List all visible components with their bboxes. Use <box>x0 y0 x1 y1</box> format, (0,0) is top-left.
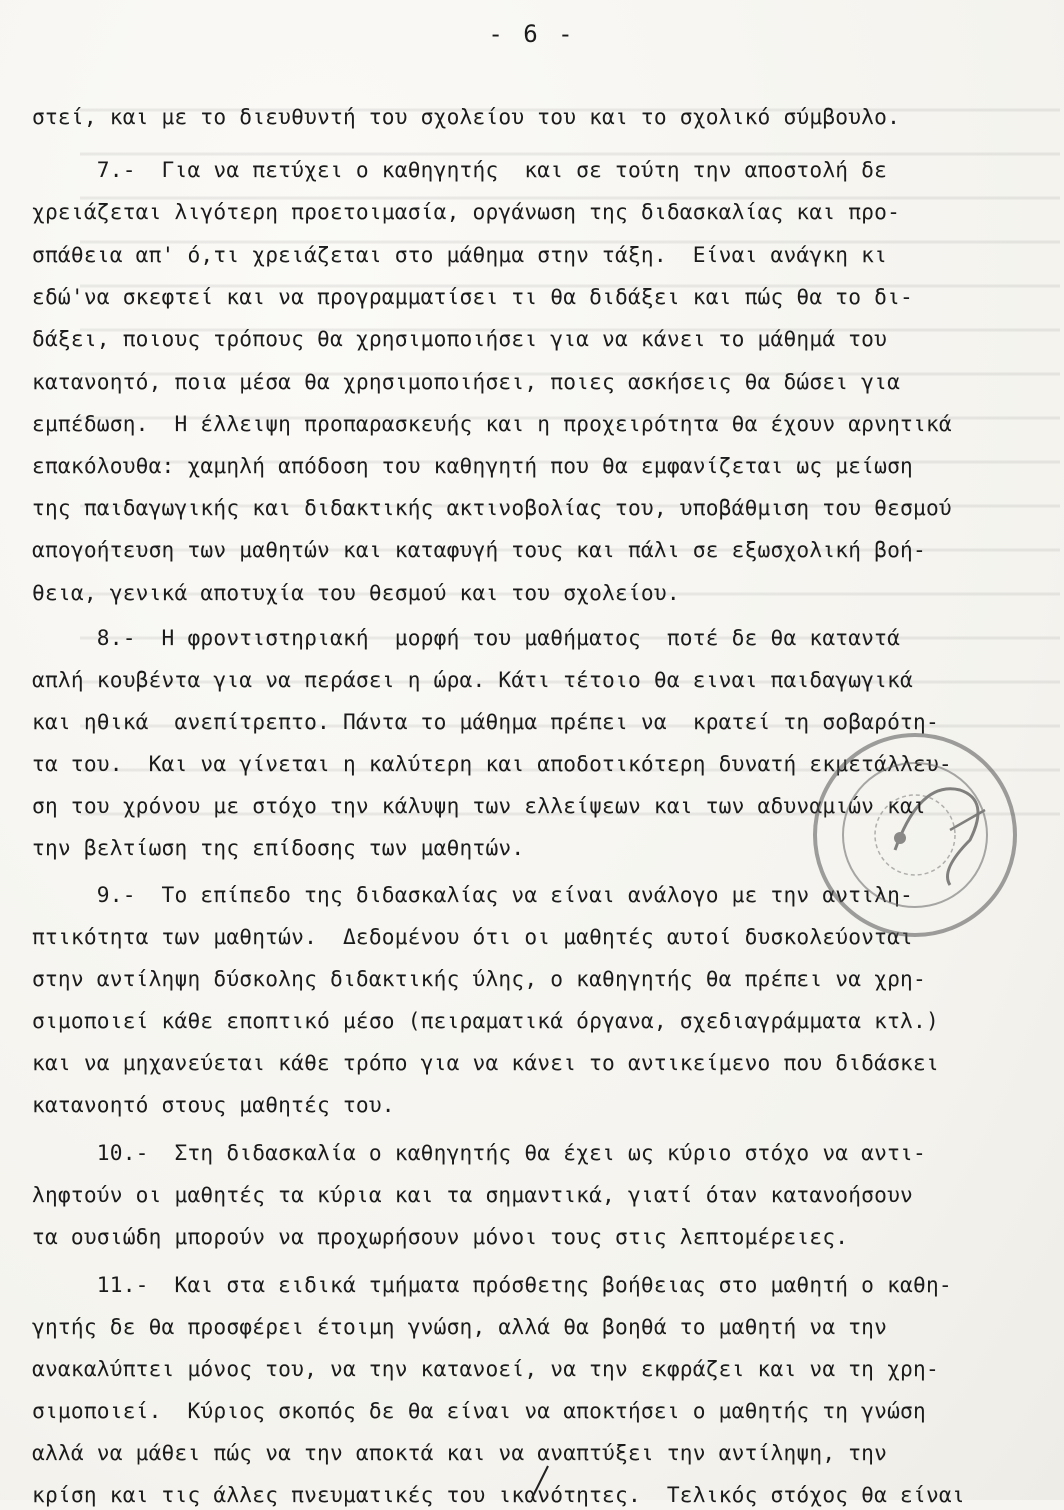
text-line: ση του χρόνου με στόχο την κάλυψη των ελλείψεων και των αδυναμιών και <box>32 793 926 818</box>
text-line: εδώ'να σκεφτεί και να προγραμματίσει τι θα διδάξει και πώς θα το δι- <box>32 284 914 309</box>
text-line: 7.- Για να πετύχει ο καθηγητής και σε τούτη την αποστολή δε <box>32 157 888 182</box>
text-line: ανακαλύπτει μόνος του, να την κατανοεί, να την εκφράζει και να τη χρη- <box>32 1356 939 1381</box>
text-line: και ηθικά ανεπίτρεπτο. Πάντα το μάθημα πρέπει να κρατεί τη σοβαρότη- <box>32 709 939 734</box>
text-line: σιμοποιεί κάθε εποπτικό μέσο (πειραματικά όργανα, σχεδιαγράμματα κτλ.) <box>32 1008 939 1033</box>
slash-mark-icon <box>520 1460 560 1500</box>
text-line: τα ουσιώδη μπορούν να προχωρήσουν μόνοι τους στις λεπτομέρειες. <box>32 1224 849 1249</box>
text-line: τα του. Και να γίνεται η καλύτερη και αποδοτικότερη δυνατή εκμετάλλευ- <box>32 751 952 776</box>
text-line: ληφτούν οι μαθητές τα κύρια και τα σημαντικά, γιατί όταν κατανοήσουν <box>32 1182 914 1207</box>
text-line: 10.- Στη διδασκαλία ο καθηγητής θα έχει ως κύριο στόχο να αντι- <box>32 1140 926 1165</box>
text-line: 11.- Και στα ειδικά τμήματα πρόσθετης βοήθειας στο μαθητή ο καθη- <box>32 1272 952 1297</box>
text-line: δάξει, ποιους τρόπους θα χρησιμοποιήσει για να κάνει το μάθημά του <box>32 326 888 351</box>
page-number: - 6 - <box>488 20 576 48</box>
text-line: της παιδαγωγικής και διδακτικής ακτινοβολίας του, υποβάθμιση του θεσμού <box>32 495 952 520</box>
text-line: την βελτίωση της επίδοσης των μαθητών. <box>32 835 525 860</box>
text-line: απογοήτευση των μαθητών και καταφυγή τους και πάλι σε εξωσχολική βοή- <box>32 537 926 562</box>
text-line: και να μηχανεύεται κάθε τρόπο για να κάνει το αντικείμενο που διδάσκει <box>32 1050 939 1075</box>
text-line: στην αντίληψη δύσκολης διδακτικής ύλης, ο καθηγητής θα πρέπει να χρη- <box>32 966 926 991</box>
text-line: επακόλουθα: χαμηλή απόδοση του καθηγητή που θα εμφανίζεται ως μείωση <box>32 453 914 478</box>
text-line: απλή κουβέντα για να περάσει η ώρα. Κάτι τέτοιο θα ειναι παιδαγωγικά <box>32 667 914 692</box>
text-line: 9.- Το επίπεδο της διδασκαλίας να είναι ανάλογο με την αντιλη- <box>32 882 914 907</box>
text-line: εμπέδωση. Η έλλειψη προπαρασκευής και η προχειρότητα θα έχουν αρνητικά <box>32 411 952 436</box>
text-line: 8.- Η φροντιστηριακή μορφή του μαθήματος ποτέ δε θα καταντά <box>32 625 901 650</box>
text-line: πτικότητα των μαθητών. Δεδομένου ότι οι μαθητές αυτοί δυσκολεύονται <box>32 924 914 949</box>
text-line: κατανοητό, ποια μέσα θα χρησιμοποιήσει, ποιες ασκήσεις θα δώσει για <box>32 369 901 394</box>
text-line: γητής δε θα προσφέρει έτοιμη γνώση, αλλά θα βοηθά το μαθητή να την <box>32 1314 888 1339</box>
text-line: σιμοποιεί. Κύριος σκοπός δε θα είναι να αποκτήσει ο μαθητής τη γνώση <box>32 1398 926 1423</box>
text-line: χρειάζεται λιγότερη προετοιμασία, οργάνωση της διδασκαλίας και προ- <box>32 199 901 224</box>
text-line: αλλά να μάθει πώς να την αποκτά και να αναπτύξει την αντίληψη, την <box>32 1440 888 1465</box>
text-line: θεια, γενικά αποτυχία του θεσμού και του σχολείου. <box>32 580 680 605</box>
text-line: κατανοητό στους μαθητές του. <box>32 1092 395 1117</box>
text-line: κρίση και τις άλλες πνευματικές του ικανότητες. Τελικός στόχος θα είναι <box>32 1482 965 1507</box>
text-line: σπάθεια απ' ό,τι χρειάζεται στο μάθημα στην τάξη. Είναι ανάγκη κι <box>32 242 888 267</box>
text-line: στεί, και με το διευθυντή του σχολείου του και το σχολικό σύμβουλο. <box>32 104 901 129</box>
